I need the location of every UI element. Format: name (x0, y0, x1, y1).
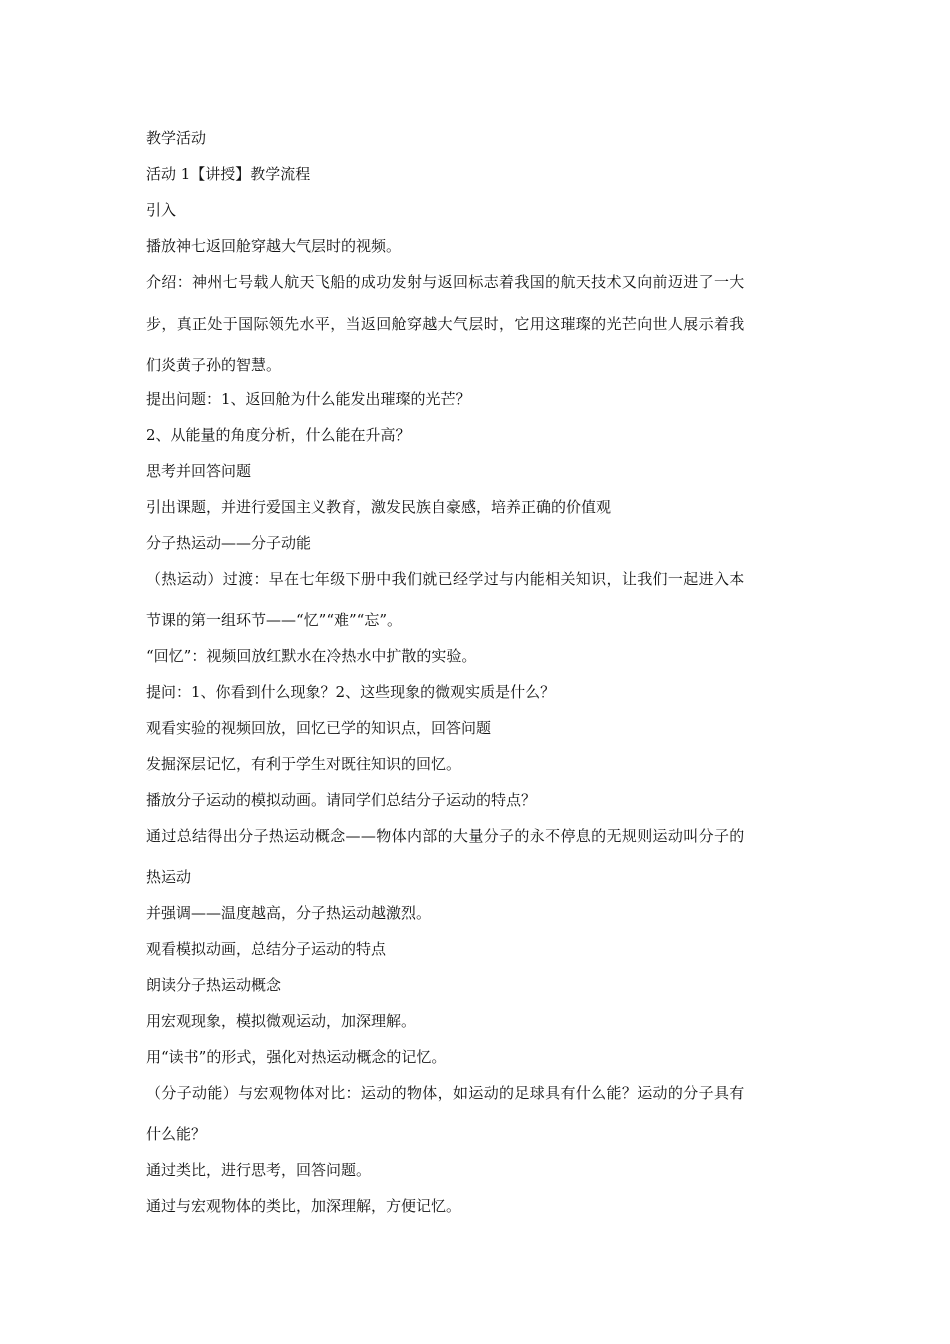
paragraph-line: 什么能？ (146, 1125, 207, 1143)
paragraph-line: 提出问题：1、返回舱为什么能发出璀璨的光芒？ (146, 390, 471, 408)
activity-title: 活动 1【讲授】教学流程 (146, 165, 311, 183)
paragraph-line: 并强调——温度越高，分子热运动越激烈。 (146, 904, 432, 922)
paragraph-line: 观看模拟动画，总结分子运动的特点 (146, 940, 387, 958)
paragraph-line: 播放神七返回舱穿越大气层时的视频。 (146, 237, 402, 255)
paragraph-line: 介绍：神州七号载人航天飞船的成功发射与返回标志着我国的航天技术又向前迈进了一大 (146, 273, 745, 291)
paragraph-line: 思考并回答问题 (146, 462, 252, 480)
paragraph-line: 节课的第一组环节——“忆”“难”“忘”。 (146, 611, 403, 629)
paragraph-line: 通过总结得出分子热运动概念——物体内部的大量分子的永不停息的无规则运动叫分子的 (146, 827, 745, 845)
paragraph-line: 2、从能量的角度分析，什么能在升高？ (146, 426, 411, 444)
subheading-intro: 引入 (146, 201, 177, 219)
paragraph-line: 用宏观现象，模拟微观运动，加深理解。 (146, 1012, 417, 1030)
paragraph-line: 通过类比，进行思考，回答问题。 (146, 1161, 372, 1179)
paragraph-line: 热运动 (146, 868, 192, 886)
paragraph-line: （热运动）过渡：早在七年级下册中我们就已经学过与内能相关知识，让我们一起进入本 (146, 570, 745, 588)
paragraph-line: 朗读分子热运动概念 (146, 976, 282, 994)
section-heading: 教学活动 (146, 129, 207, 147)
paragraph-line: 观看实验的视频回放，回忆已学的知识点，回答问题 (146, 719, 492, 737)
paragraph-line: 用“读书”的形式，强化对热运动概念的记忆。 (146, 1048, 447, 1066)
subheading-topic: 分子热运动——分子动能 (146, 534, 312, 552)
paragraph-line: 通过与宏观物体的类比，加深理解，方便记忆。 (146, 1197, 462, 1215)
paragraph-line: 发掘深层记忆，有利于学生对既往知识的回忆。 (146, 755, 462, 773)
paragraph-line: 们炎黄子孙的智慧。 (146, 356, 282, 374)
paragraph-line: “回忆”：视频回放红默水在冷热水中扩散的实验。 (146, 647, 477, 665)
paragraph-line: （分子动能）与宏观物体对比：运动的物体，如运动的足球具有什么能？运动的分子具有 (146, 1084, 745, 1102)
paragraph-line: 播放分子运动的模拟动画。请同学们总结分子运动的特点？ (146, 791, 537, 809)
paragraph-line: 提问：1、你看到什么现象？2、这些现象的微观实质是什么？ (146, 683, 556, 701)
paragraph-line: 引出课题，并进行爱国主义教育，激发民族自豪感，培养正确的价值观 (146, 498, 612, 516)
paragraph-line: 步，真正处于国际领先水平，当返回舱穿越大气层时，它用这璀璨的光芒向世人展示着我 (146, 315, 745, 333)
